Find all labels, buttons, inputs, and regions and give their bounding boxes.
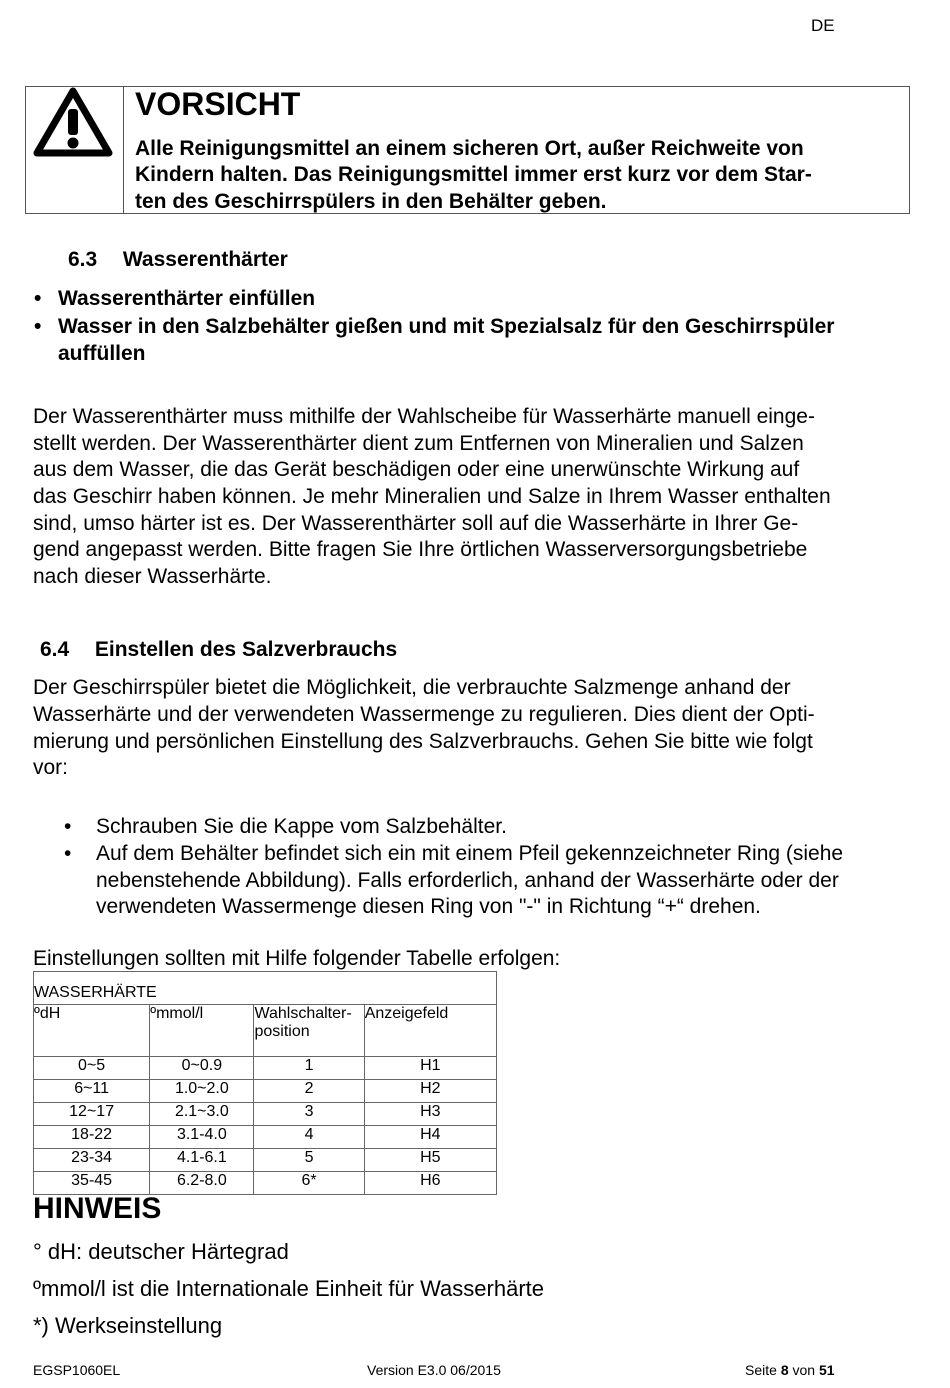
table-header-cell: ºdH [34, 1005, 150, 1057]
table-cell: 2.1~3.0 [150, 1103, 254, 1126]
table-cell: 1.0~2.0 [150, 1080, 254, 1103]
table-cell: 0~5 [34, 1057, 150, 1080]
paragraph-line: Der Wasserenthärter muss mithilfe der Wahlscheibe für Wasserhärte manuell einge- [33, 405, 815, 428]
table-cell: 4.1-6.1 [150, 1149, 254, 1172]
note-line: ºmmol/l ist die Internationale Einheit für Wasserhärte [33, 1276, 544, 1301]
table-cell: H5 [364, 1149, 496, 1172]
list-item [34, 315, 834, 339]
table-intro: Einstellungen sollten mit Hilfe folgender Tabelle erfolgen: [33, 947, 561, 970]
warning-text-line: Kindern halten. Das Reinigungsmittel immer erst kurz vor dem Star- [135, 163, 812, 186]
list-item-continuation: verwendeten Wassermenge diesen Ring von "-" in Richtung “+“ drehen. [96, 895, 761, 918]
warning-divider [123, 86, 124, 214]
table-row [34, 1149, 497, 1172]
list-item [64, 842, 843, 866]
table-cell: H4 [364, 1126, 496, 1149]
table-row [34, 1057, 497, 1080]
paragraph-line: vor: [33, 756, 69, 779]
list-item-text: Wasserenthärter einfüllen [58, 287, 316, 310]
list-item-text: Auf dem Behälter befindet sich ein mit einem Pfeil gekennzeichneter Ring (siehe [96, 842, 844, 865]
paragraph-line: das Geschirr haben können. Je mehr Mineralien und Salze in Ihrem Wasser enthalten [33, 485, 831, 508]
warning-title: VORSICHT [135, 86, 301, 122]
list-item-continuation: auffüllen [58, 342, 146, 365]
table-cell: 18-22 [34, 1126, 150, 1149]
table-row [34, 1126, 497, 1149]
table-cell: 3 [254, 1103, 364, 1126]
section-number: 6.3 [68, 248, 98, 271]
paragraph-line: Wasserhärte und der verwendeten Wassermenge zu regulieren. Dies dient der Opti- [33, 703, 815, 726]
list-item-continuation: nebenstehende Abbildung). Falls erforderlich, anhand der Wasserhärte oder der [96, 869, 839, 892]
paragraph-line: mierung und persönlichen Einstellung des Salzverbrauchs. Gehen Sie bitte wie folgt [33, 730, 813, 753]
table-header-cell: ºmmol/l [150, 1005, 254, 1057]
footer-version: Version E3.0 06/2015 [367, 1362, 501, 1378]
table-cell: H2 [364, 1080, 496, 1103]
water-hardness-table [33, 971, 497, 1195]
table-row [34, 1103, 497, 1126]
section-6-3-heading [68, 248, 288, 272]
bullet-icon: • [64, 842, 72, 865]
table-cell: 23-34 [34, 1149, 150, 1172]
table-cell: H1 [364, 1057, 496, 1080]
note-title: HINWEIS [33, 1192, 162, 1225]
page-number: 8 [780, 1362, 789, 1378]
paragraph-line: aus dem Wasser, die das Gerät beschädigen oder eine unerwünschte Wirkung auf [33, 458, 800, 481]
table-cell: 3.1-4.0 [150, 1126, 254, 1149]
section-6-4-heading [40, 638, 397, 662]
section-title: Wasserenthärter [122, 248, 288, 271]
paragraph-line: Der Geschirrspüler bietet die Möglichkeit, die verbrauchte Salzmenge anhand der [33, 676, 791, 699]
warning-text-line: ten des Geschirrspülers in den Behälter geben. [135, 190, 607, 213]
table-cell: 5 [254, 1149, 364, 1172]
bullet-icon: • [34, 287, 42, 310]
table-cell: 6.2-8.0 [150, 1172, 254, 1195]
list-item-text: Schrauben Sie die Kappe vom Salzbehälter. [96, 815, 507, 838]
list-item-text: Wasser in den Salzbehälter gießen und mit Spezialsalz für den Geschirrspüler [58, 315, 835, 338]
section-title: Einstellen des Salzverbrauchs [94, 638, 398, 661]
section-number: 6.4 [40, 638, 70, 661]
note-line: *) Werkseinstellung [33, 1313, 223, 1338]
list-item [34, 287, 315, 311]
paragraph-line: nach dieser Wasserhärte. [33, 565, 272, 588]
table-cell: H3 [364, 1103, 496, 1126]
table-cell: 4 [254, 1126, 364, 1149]
footer-page [745, 1362, 835, 1378]
table-caption: WASSERHÄRTE [34, 972, 497, 1005]
language-code: DE [811, 16, 835, 35]
table-cell: 6* [254, 1172, 364, 1195]
bullet-icon: • [34, 315, 42, 338]
page-total: 51 [818, 1362, 835, 1378]
table-cell: 2 [254, 1080, 364, 1103]
table-cell: 1 [254, 1057, 364, 1080]
warning-triangle-icon [33, 87, 113, 157]
list-item [64, 815, 507, 839]
page-of: von [792, 1362, 816, 1378]
paragraph-line: stellt werden. Der Wasserenthärter dient zum Entfernen von Mineralien und Salzen [33, 432, 804, 455]
paragraph-line: gend angepasst werden. Bitte fragen Sie Ihre örtlichen Wasserversorgungsbetriebe [33, 538, 808, 561]
paragraph-line: sind, umso härter ist es. Der Wasserenthärter soll auf die Wasserhärte in Ihrer Ge- [33, 512, 799, 535]
table-cell: 6~11 [34, 1080, 150, 1103]
table-cell: H6 [364, 1172, 496, 1195]
table-cell: 35-45 [34, 1172, 150, 1195]
bullet-icon: • [64, 815, 72, 838]
table-row [34, 1080, 497, 1103]
table-header-cell: Wahlschalter-position [254, 1005, 364, 1057]
table-cell: 12~17 [34, 1103, 150, 1126]
table-header-cell: Anzeigefeld [364, 1005, 496, 1057]
table-cell: 0~0.9 [150, 1057, 254, 1080]
note-line: ° dH: deutscher Härtegrad [33, 1239, 289, 1264]
page-prefix: Seite [745, 1362, 777, 1378]
warning-text-line: Alle Reinigungsmittel an einem sicheren Ort, außer Reichweite von [135, 137, 804, 160]
footer-model: EGSP1060EL [33, 1362, 121, 1378]
